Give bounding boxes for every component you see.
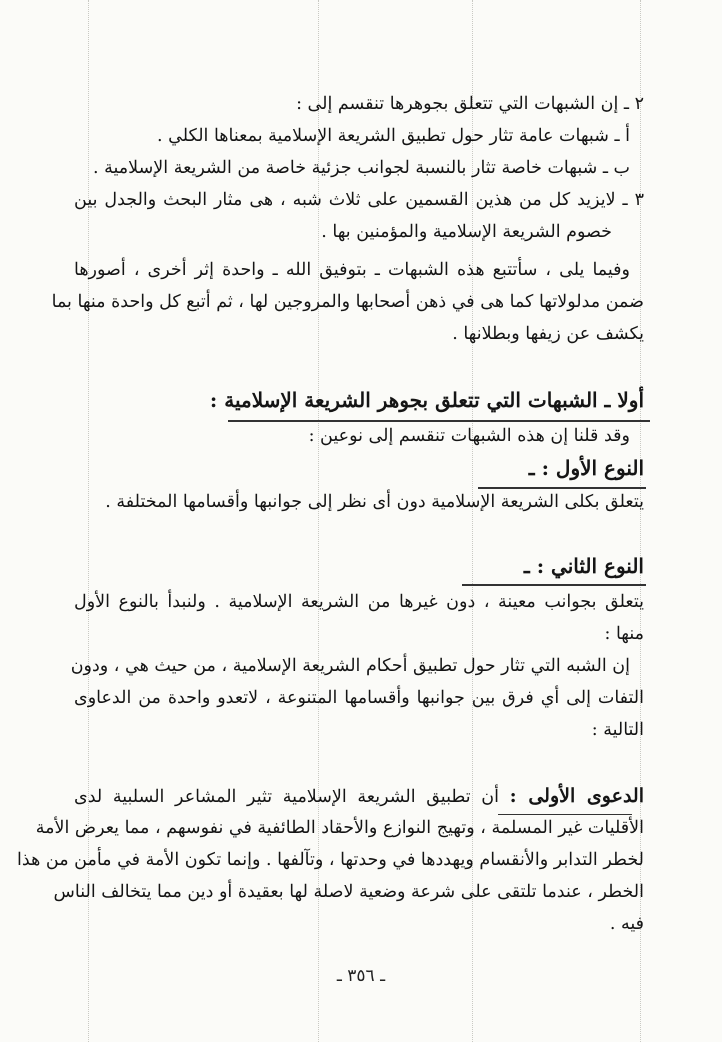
intro-text: وقد قلنا إن هذه الشبهات تنقسم إلى نوعين : (308, 426, 630, 446)
list-item-3-cont: خصوم الشريعة الإسلامية والمؤمنين بها . (321, 222, 612, 242)
page-number: ـ ٣٥٦ ـ (336, 966, 386, 986)
claim-first-text: أن تطبيق الشريعة الإسلامية تثير المشاعر السلبية لدى (74, 787, 499, 807)
list-item-b: ب ـ شبهات خاصة تثار بالنسبة لجوانب جزئية خاصة من الشريعة الإسلامية . (93, 158, 630, 178)
claim-line: فيه . (609, 914, 644, 934)
type2-line: التالية : (591, 720, 644, 740)
section-heading: أولا ـ الشبهات التي تتعلق بجوهر الشريعة الإسلامية : (209, 388, 644, 412)
type2-line: منها : (604, 624, 644, 644)
list-item-2: ٢ ـ إن الشبهات التي تتعلق بجوهرها تنقسم إلى : (296, 94, 644, 114)
list-item-a: أ ـ شبهات عامة تثار حول تطبيق الشريعة الإسلامية بمعناها الكلي . (157, 126, 630, 146)
claim-label: الدعوى الأولى : (509, 785, 644, 807)
type1-heading: النوع الأول : ـ (528, 456, 644, 480)
claim-line: الأقليات غير المسلمة ، وتهيج النوازع والأحقاد الطائفية في نفوسهم ، مما يعرض الأمة (35, 818, 644, 838)
type1-text: يتعلق بكلى الشريعة الإسلامية دون أى نظر إلى جوانبها وأقسامها المختلفة . (105, 492, 644, 512)
paragraph-line: يكشف عن زيفها وبطلانها . (452, 324, 644, 344)
type2-line: يتعلق بجوانب معينة ، دون غيرها من الشريعة الإسلامية . ولنبدأ بالنوع الأول (74, 592, 644, 612)
paragraph-line: وفيما يلى ، سأتتبع هذه الشبهات ـ بتوفيق الله ـ واحدة إثر أخرى ، أصورها (74, 260, 630, 280)
claim-line: الخطر ، عندما تلتقى على شرعة وضعية لاصلة لها بعقيدة أو دين مما يتخالف الناس (53, 882, 644, 902)
type2-line: التفات إلى أي فرق بين جوانبها وأقسامها المتنوعة ، لاتعدو واحدة من الدعاوى (74, 688, 644, 708)
type2-underline (462, 584, 646, 586)
claim-first-line (74, 782, 644, 811)
list-item-3: ٣ ـ لايزيد كل من هذين القسمين على ثلاث شبه ، هى مثار البحث والجدل بين (74, 190, 644, 210)
type2-line: إن الشبه التي تثار حول تطبيق أحكام الشريعة الإسلامية ، من حيث هي ، ودون (70, 656, 630, 676)
type2-heading: النوع الثاني : ـ (523, 554, 644, 578)
claim-line: لخطر التدابر والأنقسام ويهددها في وحدتها ، وتآلفها . وإنما تكون الأمة في مأمن من هذا (17, 850, 644, 870)
paragraph-line: ضمن مدلولاتها كما هى في ذهن أصحابها والمروجين لها ، ثم أتبع كل واحدة منها بما (51, 292, 644, 312)
